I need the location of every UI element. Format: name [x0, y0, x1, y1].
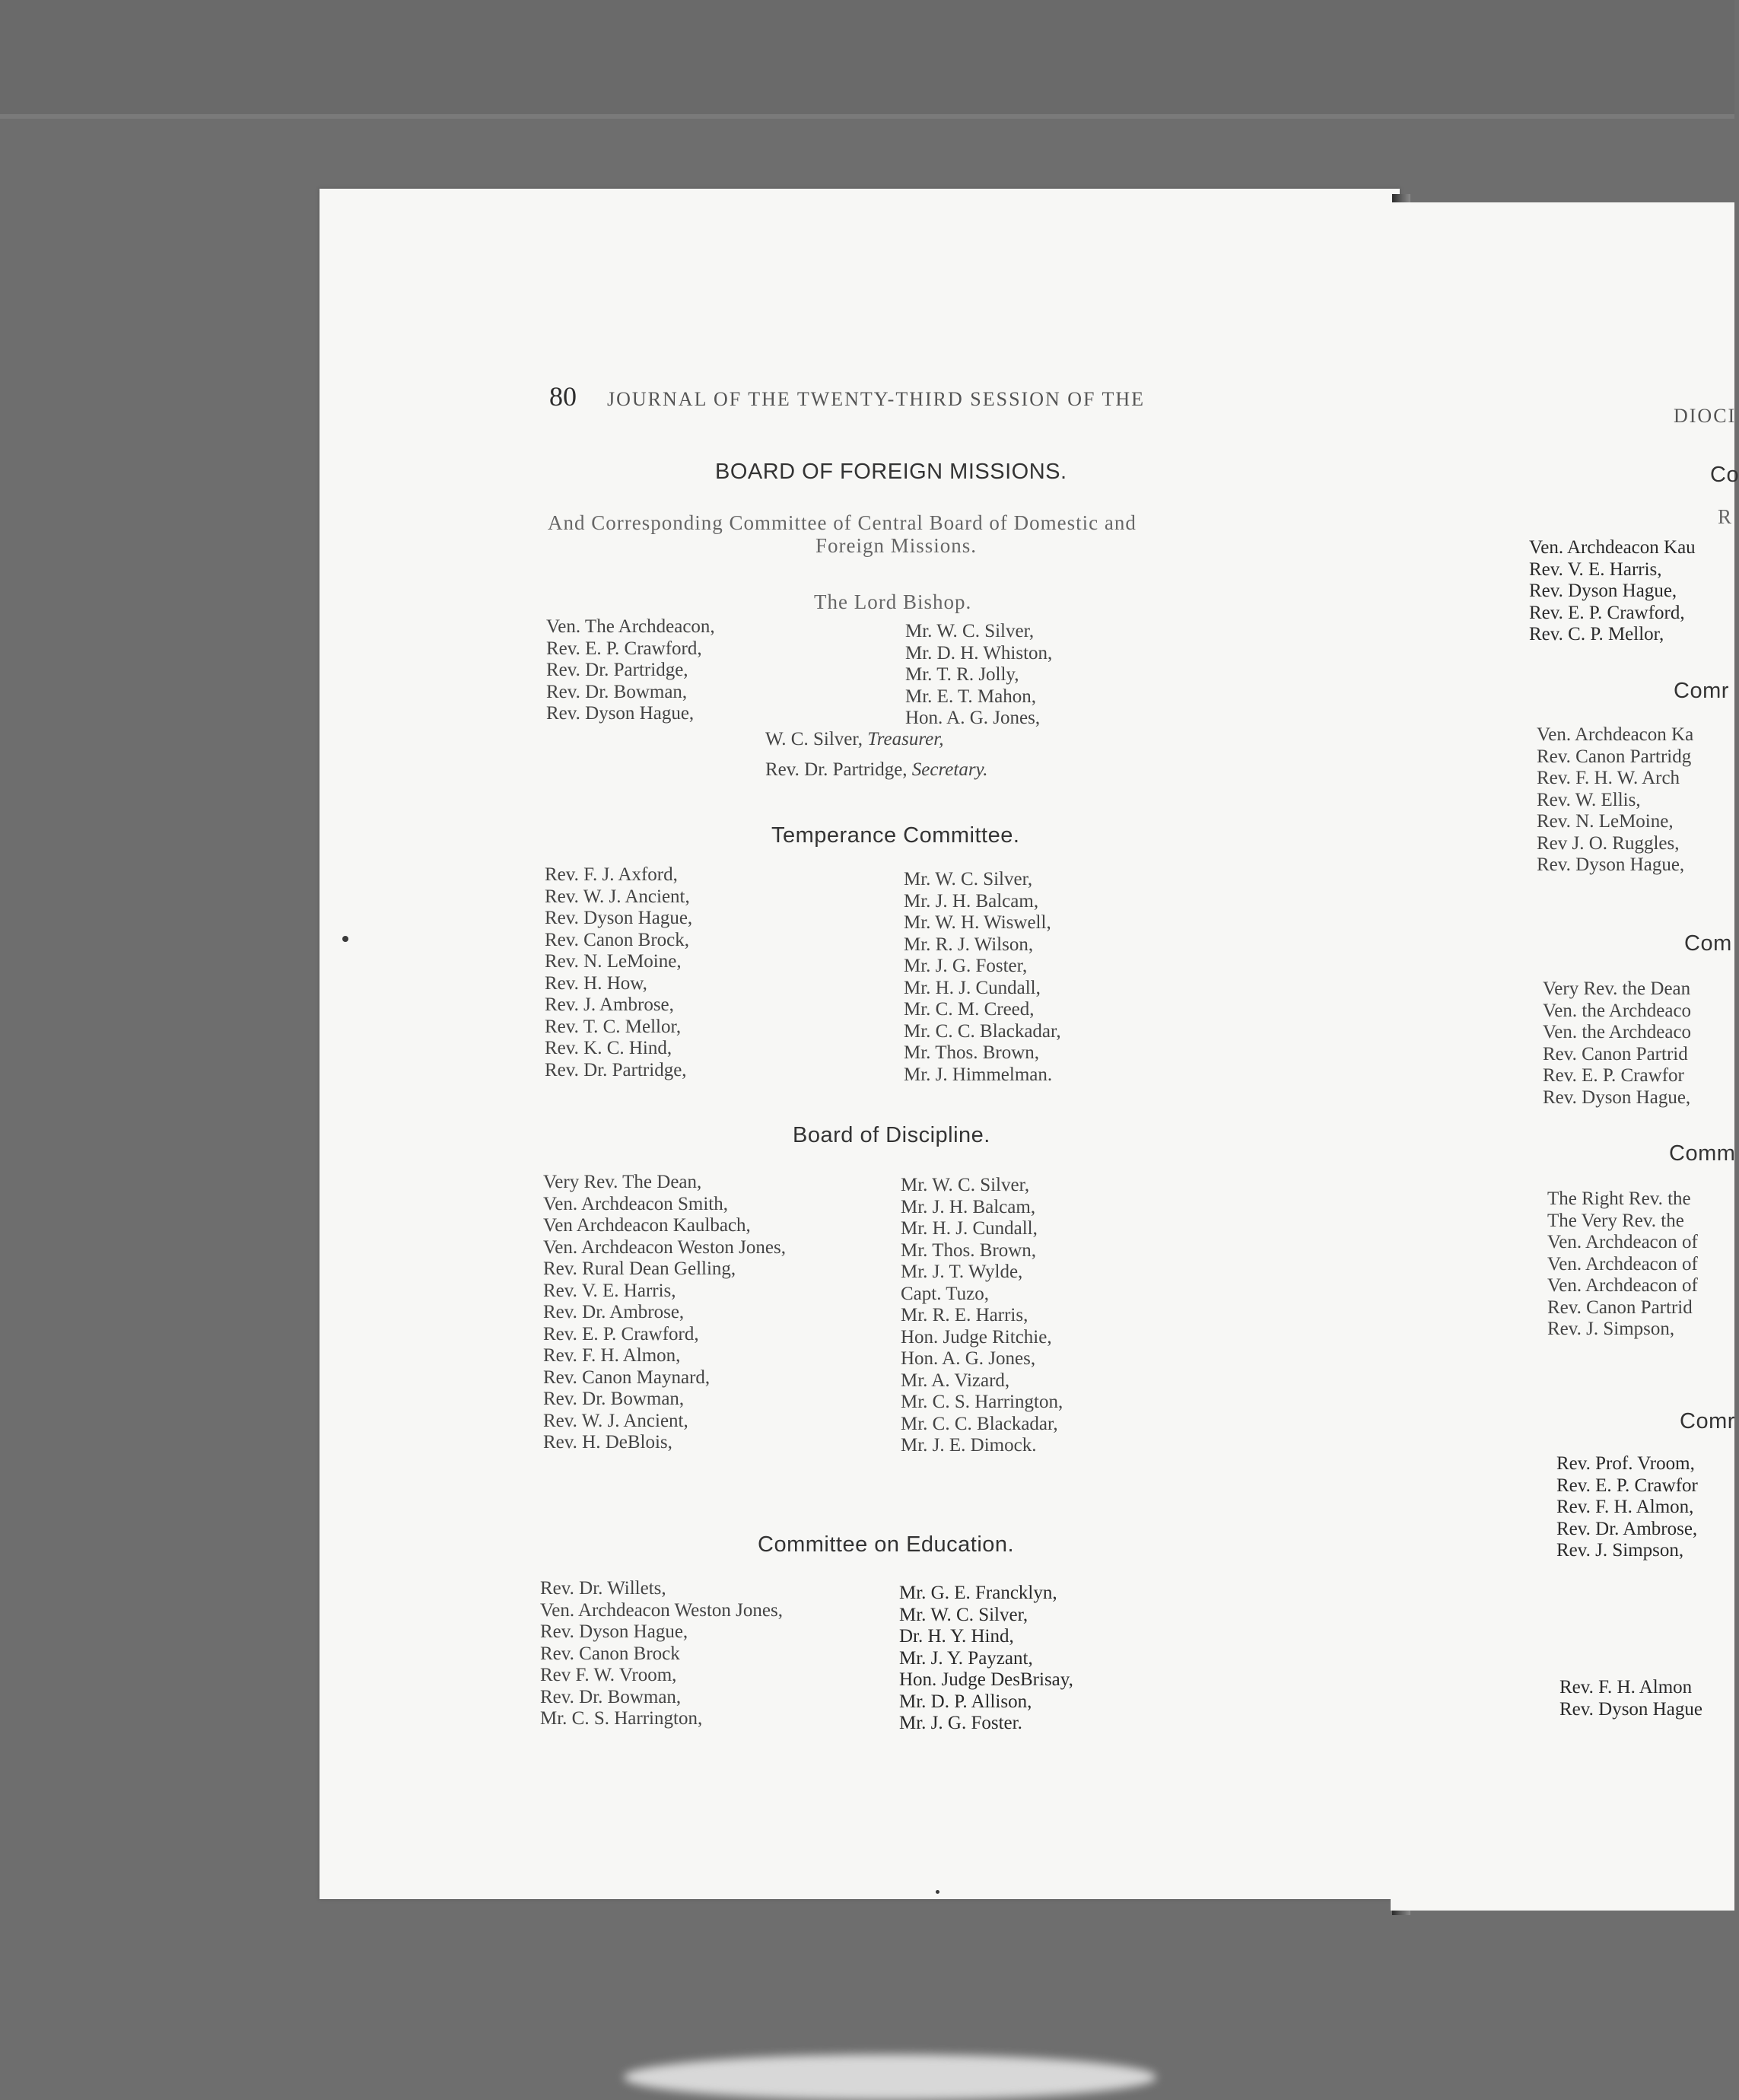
member: Mr. R. J. Wilson,	[904, 934, 1034, 955]
member: Rev. Dr. Bowman,	[540, 1686, 682, 1707]
member: Rev. E. P. Crawford,	[1529, 602, 1685, 623]
member: Mr. W. C. Silver,	[901, 1175, 1030, 1195]
member: Rev. Canon Partridg	[1537, 746, 1692, 767]
right-heading-3: Com	[1684, 931, 1732, 956]
right-heading-4: Comm	[1669, 1141, 1736, 1166]
member: Ven. Archdeacon Ka	[1537, 724, 1694, 745]
member: Ven. the Archdeaco	[1543, 1022, 1692, 1042]
light-glare	[624, 2054, 1156, 2100]
right-block-5	[1556, 1453, 1698, 1562]
member: Mr. W. C. Silver,	[904, 869, 1033, 889]
running-head: JOURNAL OF THE TWENTY-THIRD SESSION OF THE	[607, 388, 1146, 410]
member: Rev. Canon Maynard,	[543, 1367, 711, 1388]
subtitle-line-1: And Corresponding Committee of Central Board of Domestic and	[548, 511, 1137, 534]
member: Mr. C. S. Harrington,	[901, 1392, 1063, 1412]
temperance-col1	[545, 864, 692, 1081]
member: Mr. C. S. Harrington,	[540, 1708, 703, 1729]
secretary-role: Secretary.	[911, 759, 988, 780]
chair-line: The Lord Bishop.	[814, 590, 972, 613]
member: Mr. J. G. Foster,	[904, 956, 1028, 976]
member: Rev. Dyson Hague,	[1543, 1087, 1691, 1108]
member: Mr. D. H. Whiston,	[905, 642, 1053, 663]
member: Rev. C. P. Mellor,	[1529, 624, 1664, 644]
background-line	[0, 114, 1734, 119]
member: Mr. Thos. Brown,	[904, 1042, 1040, 1063]
member: Capt. Tuzo,	[901, 1283, 990, 1304]
member: Rev. F. J. Axford,	[545, 864, 678, 885]
member: Mr. W. C. Silver,	[899, 1604, 1028, 1625]
member: Rev. K. C. Hind,	[545, 1038, 672, 1058]
member: Hon. A. G. Jones,	[905, 708, 1041, 728]
member: Rev. Canon Brock,	[545, 929, 690, 950]
section-title-foreign-missions: BOARD OF FOREIGN MISSIONS.	[715, 460, 1067, 484]
member: Mr. A. Vizard,	[901, 1370, 1010, 1391]
section-title-discipline: Board of Discipline.	[793, 1123, 990, 1147]
member: Rev. F. H. Almon	[1559, 1677, 1693, 1698]
member: Rev. Canon Brock	[540, 1643, 680, 1664]
right-running-head: DIOCI	[1674, 405, 1737, 427]
member: Mr. C. M. Creed,	[904, 999, 1035, 1020]
member: Rev. Dr. Bowman,	[543, 1389, 685, 1409]
right-heading-1b: R	[1718, 505, 1733, 528]
member: Rev. Rural Dean Gelling,	[543, 1258, 736, 1279]
member: The Right Rev. the	[1547, 1188, 1691, 1209]
background-top	[0, 0, 1734, 118]
member: Rev. J. Simpson,	[1556, 1540, 1684, 1561]
member: Rev. Dr. Partridge,	[546, 660, 688, 680]
member: Very Rev. The Dean,	[543, 1172, 702, 1192]
education-col1	[540, 1578, 783, 1730]
member: Ven. the Archdeaco	[1543, 1000, 1692, 1021]
member: Rev. Dr. Bowman,	[546, 681, 688, 702]
member: Rev F. W. Vroom,	[540, 1665, 677, 1685]
member: Mr. J. T. Wylde,	[901, 1262, 1023, 1282]
member: Rev J. O. Ruggles,	[1537, 832, 1680, 854]
member: Rev. W. Ellis,	[1537, 789, 1641, 810]
member: Rev. E. P. Crawfor	[1543, 1065, 1684, 1086]
member: Rev. V. E. Harris,	[543, 1280, 676, 1301]
left-page	[320, 189, 1400, 1899]
dust-speck	[936, 1890, 939, 1894]
member: Rev. N. LeMoine,	[545, 951, 682, 972]
right-heading-5: Comr	[1680, 1409, 1735, 1433]
member: Mr. W. H. Wiswell,	[904, 912, 1051, 933]
member: Hon. Judge DesBrisay,	[899, 1669, 1073, 1690]
foreign-members-col1	[546, 616, 715, 725]
member: Mr. D. P. Allison,	[899, 1691, 1032, 1712]
temperance-col2	[904, 869, 1061, 1086]
member: Rev. Prof. Vroom,	[1556, 1453, 1695, 1474]
page-number: 80	[549, 381, 577, 412]
member: Ven. Archdeacon of	[1547, 1232, 1698, 1252]
member: Rev. Dr. Ambrose,	[543, 1302, 685, 1322]
member: Mr. W. C. Silver,	[905, 621, 1035, 641]
member: Mr. J. E. Dimock.	[901, 1435, 1037, 1456]
right-block-3	[1543, 978, 1691, 1109]
member: Ven. Archdeacon of	[1547, 1275, 1698, 1296]
member: Mr. R. E. Harris,	[901, 1305, 1028, 1325]
member: Rev. Dyson Hague,	[546, 703, 695, 724]
member: Mr. E. T. Mahon,	[905, 686, 1036, 707]
member: Hon. A. G. Jones,	[901, 1348, 1036, 1369]
member: Mr. J. Y. Payzant,	[899, 1647, 1033, 1669]
member: Rev. Dyson Hague,	[545, 908, 693, 928]
member: Mr. G. E. Francklyn,	[899, 1583, 1057, 1603]
member: Ven. Archdeacon Smith,	[543, 1193, 729, 1214]
member: Rev. Dyson Hague,	[1529, 581, 1677, 601]
member: Rev. Dr. Partridge,	[545, 1059, 687, 1080]
right-block-6	[1559, 1677, 1702, 1720]
member: Rev. W. J. Ancient,	[543, 1410, 688, 1431]
treasurer-role: Treasurer,	[867, 729, 944, 749]
secretary-line	[765, 759, 988, 781]
section-title-education: Committee on Education.	[758, 1532, 1015, 1557]
secretary-name: Rev. Dr. Partridge,	[765, 759, 912, 780]
member: Mr. J. Himmelman.	[904, 1064, 1053, 1085]
member: Mr. J. H. Balcam,	[904, 890, 1039, 912]
member: Rev. Dr. Willets,	[540, 1578, 666, 1599]
member: Rev. W. J. Ancient,	[545, 886, 690, 907]
member: Mr. H. J. Cundall,	[901, 1218, 1038, 1239]
member: Mr. Thos. Brown,	[901, 1239, 1037, 1261]
subtitle-line-2: Foreign Missions.	[815, 534, 978, 557]
member: Rev. Dyson Hague,	[1537, 854, 1685, 875]
foreign-members-col2	[905, 621, 1052, 730]
member: Rev. F. H. W. Arch	[1537, 768, 1680, 788]
member: Very Rev. the Dean	[1543, 978, 1691, 999]
member: The Very Rev. the	[1547, 1210, 1684, 1231]
member: Ven. Archdeacon Weston Jones,	[540, 1599, 783, 1621]
education-col2	[899, 1583, 1073, 1735]
member: Mr. C. C. Blackadar,	[901, 1413, 1058, 1434]
discipline-col2	[901, 1175, 1063, 1457]
member: Rev. Canon Partrid	[1543, 1043, 1688, 1064]
member: Rev. E. P. Crawford,	[546, 638, 702, 659]
member: Mr. J. G. Foster.	[899, 1713, 1022, 1733]
member: Rev. E. P. Crawfor	[1556, 1475, 1698, 1496]
member: Rev. E. P. Crawford,	[543, 1323, 699, 1344]
section-title-temperance: Temperance Committee.	[771, 823, 1020, 848]
member: Rev. V. E. Harris,	[1529, 558, 1662, 580]
member: Rev. J. Simpson,	[1547, 1319, 1675, 1339]
right-block-1	[1529, 537, 1696, 646]
member: Ven. Archdeacon Weston Jones,	[543, 1236, 786, 1258]
member: Rev. Canon Partrid	[1547, 1297, 1693, 1318]
member: Rev. N. LeMoine,	[1537, 811, 1674, 832]
member: Rev. F. H. Almon,	[543, 1345, 681, 1366]
right-page	[1391, 202, 1739, 1911]
member: Rev. H. DeBlois,	[543, 1432, 672, 1452]
right-block-4	[1547, 1188, 1698, 1341]
member: Rev. H. How,	[545, 972, 647, 994]
right-heading-1: Co	[1710, 463, 1739, 487]
treasurer-name: W. C. Silver,	[765, 729, 868, 749]
member: Ven. Archdeacon of	[1547, 1253, 1698, 1274]
member: Rev. J. Ambrose,	[545, 994, 674, 1015]
member: Rev. Dyson Hague	[1559, 1698, 1702, 1720]
member: Ven. The Archdeacon,	[546, 616, 715, 637]
member: Mr. T. R. Jolly,	[905, 664, 1019, 685]
member: Dr. H. Y. Hind,	[899, 1626, 1014, 1647]
member: Rev. T. C. Mellor,	[545, 1016, 682, 1037]
member: Mr. C. C. Blackadar,	[904, 1020, 1061, 1042]
discipline-col1	[543, 1172, 786, 1454]
member: Mr. J. H. Balcam,	[901, 1196, 1036, 1217]
member: Ven Archdeacon Kaulbach,	[543, 1215, 751, 1236]
right-heading-2: Comr	[1674, 679, 1729, 703]
member: Hon. Judge Ritchie,	[901, 1326, 1052, 1348]
member: Rev. F. H. Almon,	[1556, 1497, 1694, 1517]
member: Mr. H. J. Cundall,	[904, 977, 1041, 998]
member: Ven. Archdeacon Kau	[1529, 537, 1696, 558]
dust-speck	[342, 936, 348, 942]
member: Rev. Dyson Hague,	[540, 1621, 688, 1642]
member: Rev. Dr. Ambrose,	[1556, 1518, 1698, 1539]
right-block-2	[1537, 724, 1693, 877]
treasurer-line	[765, 729, 943, 751]
